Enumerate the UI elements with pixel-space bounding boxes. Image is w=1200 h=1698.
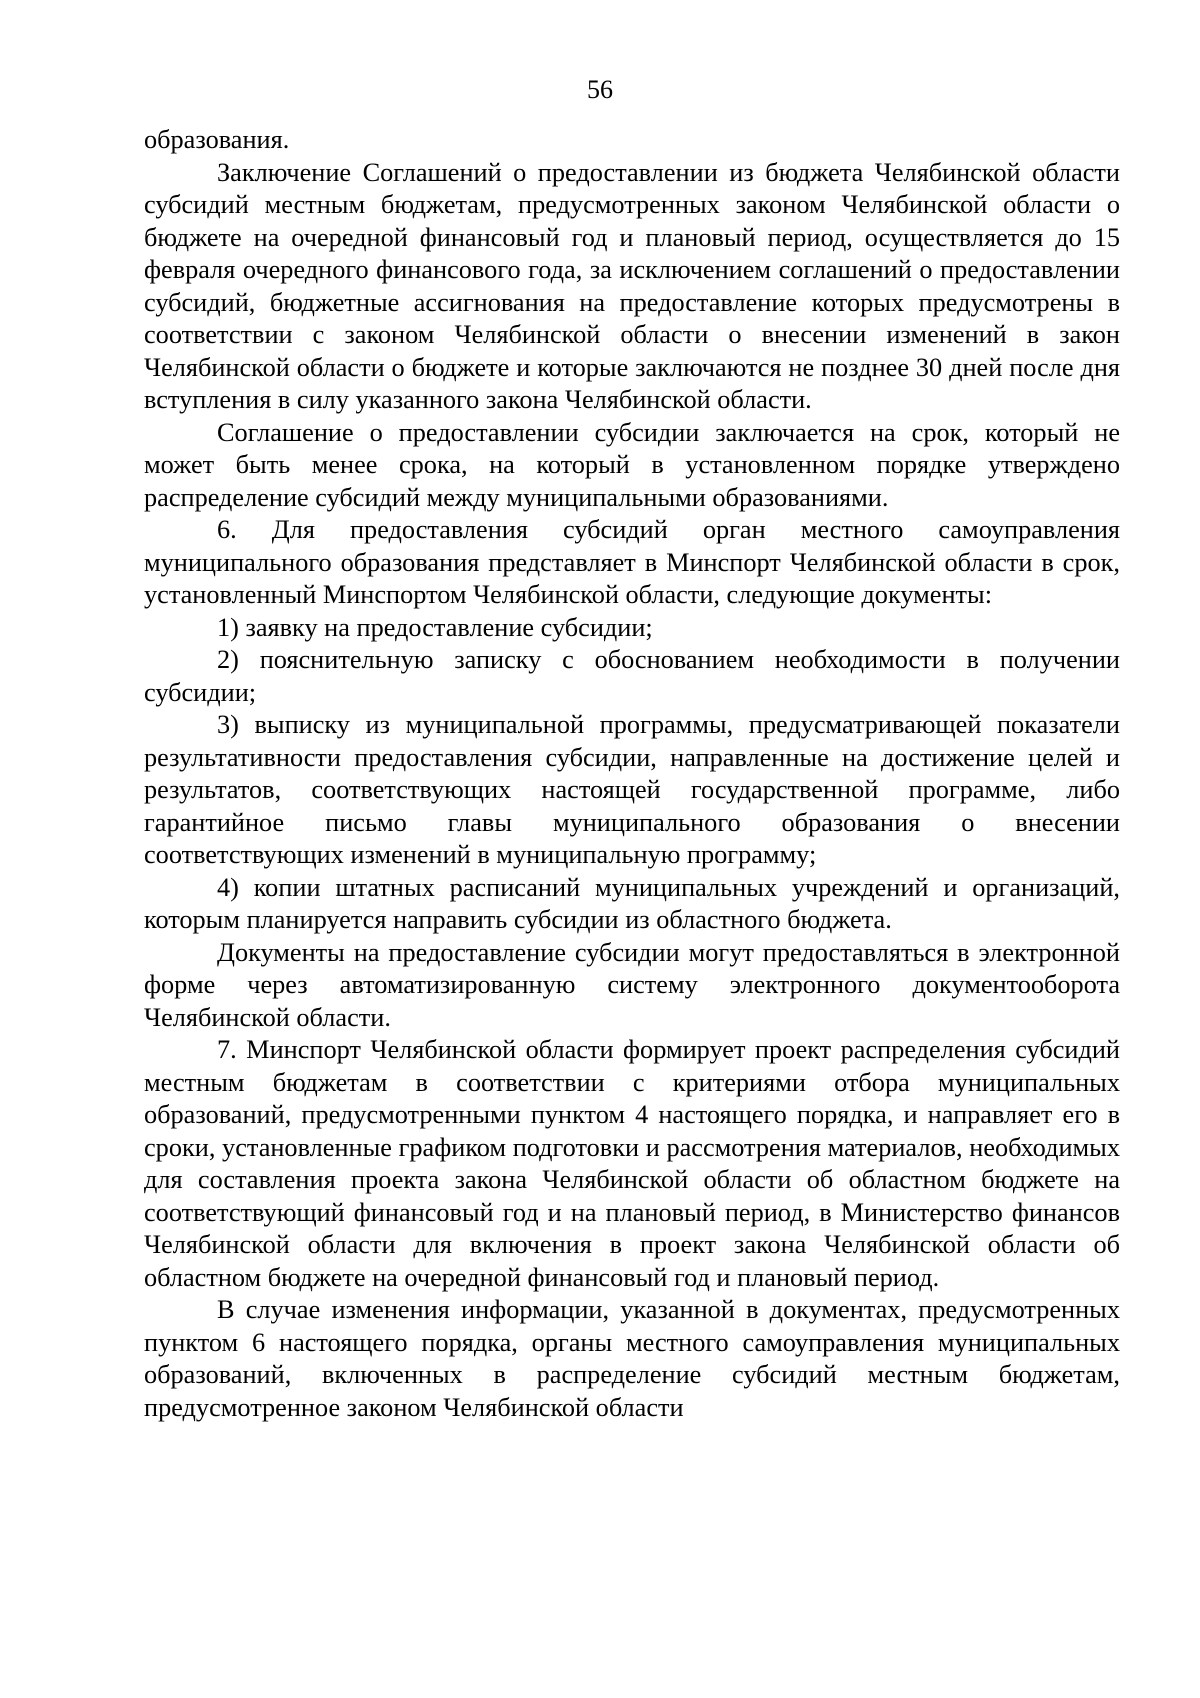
paragraph-item-6: 6. Для предоставления субсидий орган местного самоуправления муниципального образования представляет в Минспорт Челябинской области в срок, установленный Минспортом Челябинской области, следующие документы: (144, 515, 1120, 609)
paragraph-item-7: 7. Минспорт Челябинской области формирует проект распределения субсидий местным бюджетам в соответствии с критериями отбора муниципальных образований, предусмотренными пунктом 4 настоящего порядка, и направляет его в сроки, установленные графиком подготовки и рассмотрения материалов, необходимых для составления проекта закона Челябинской области об областном бюджете на соответствующий финансовый год и на плановый период, в Министерство финансов Челябинской области для включения в проект закона Челябинской области об областном бюджете на очередной финансовый год и плановый период. (144, 1035, 1120, 1292)
document-body (144, 124, 1120, 1424)
page-number: 56 (587, 75, 613, 104)
paragraph-electronic-documents: Документы на предоставление субсидии могут предоставляться в электронной форме через автоматизированную систему электронного документооборота Челябинской области. (144, 937, 1120, 1032)
list-item-1: 1) заявку на предоставление субсидии; (217, 612, 653, 642)
list-item-2: 2) пояснительную записку с обоснованием необходимости в получении субсидии; (144, 645, 1120, 707)
paragraph-information-change: В случае изменения информации, указанной в документах, предусмотренных пунктом 6 настоящего порядка, органы местного самоуправления муниципальных образований, включенных в распределение субсидий местным бюджетам, предусмотренное законом Челябинской области (144, 1295, 1120, 1422)
list-item-4: 4) копии штатных расписаний муниципальных учреждений и организаций, которым планируется направить субсидии из областного бюджета. (144, 872, 1120, 934)
paragraph-continuation: образования. (144, 125, 290, 154)
paragraph-agreements-deadline: Заключение Соглашений о предоставлении из бюджета Челябинской области субсидий местным бюджетам, предусмотренных законом Челябинской области о бюджете на очередной финансовый год и плановый период, осуществляется до 15 февраля очередного финансового года, за исключением соглашений о предоставлении субсидий, бюджетные ассигнования на предоставление которых предусмотрены в соответствии с законом Челябинской области о внесении изменений в закон Челябинской области о бюджете и которые заключаются не позднее 30 дней после дня вступления в силу указанного закона Челябинской области. (144, 157, 1120, 414)
list-item-3: 3) выписку из муниципальной программы, предусматривающей показатели результативности предоставления субсидии, направленные на достижение целей и результатов, соответствующих настоящей государственной программе, либо гарантийное письмо главы муниципального образования о внесении соответствующих изменений в муниципальную программу; (144, 710, 1120, 869)
paragraph-agreement-term: Соглашение о предоставлении субсидии заключается на срок, который не может быть менее срока, на который в установленном порядке утверждено распределение субсидий между муниципальными образованиями. (144, 417, 1120, 512)
